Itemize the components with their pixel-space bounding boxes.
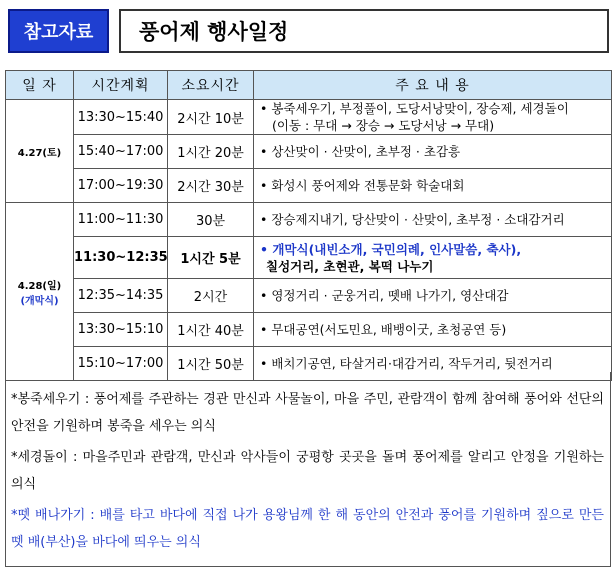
note-ttaebae: *뗏 배나가기 : 배를 타고 바다에 직접 나가 용왕님께 한 해 동안의 안전과 풍어를 기원하며 짚으로 만든 뗏 배(부산)을 바다에 띄우는 의식: [11, 508, 604, 550]
column-header-duration: 소요시간: [168, 71, 254, 100]
content-cell: [254, 237, 612, 279]
column-header-time: 시간계획: [74, 71, 168, 100]
date-cell-day1: [6, 100, 74, 203]
time-cell: 11:30~12:35: [74, 237, 168, 279]
duration-cell: 2시간 30분: [168, 169, 254, 203]
date-cell-day2: [6, 203, 74, 381]
date-sublabel: (개막식): [20, 295, 59, 307]
date-label: 4.27(토): [17, 147, 62, 159]
duration-cell: 1시간 5분: [168, 237, 254, 279]
content-cell: • 무대공연(서도민요, 배뱅이굿, 초청공연 등): [254, 313, 612, 347]
reference-badge: 참고자료: [8, 9, 109, 53]
time-cell: 13:30~15:10: [74, 313, 168, 347]
duration-cell: 2시간 10분: [168, 100, 254, 135]
duration-cell: 1시간 50분: [168, 347, 254, 381]
schedule-table: [5, 70, 612, 381]
table-row: [6, 237, 612, 279]
duration-cell: 1시간 20분: [168, 135, 254, 169]
content-cell: • 배치기공연, 타살거리·대감거리, 작두거리, 뒷전거리: [254, 347, 612, 381]
time-cell: 17:00~19:30: [74, 169, 168, 203]
note-segyeong: *세경돌이 : 마을주민과 관람객, 만신과 악사들이 궁평항 곳곳을 돌며 풍어제를 알리고 안정을 기원하는 의식: [11, 450, 604, 492]
table-row: [6, 279, 612, 313]
table-row: [6, 313, 612, 347]
content-cell: • 상산맞이 · 산맞이, 초부정 · 초감흥: [254, 135, 612, 169]
time-cell: 15:40~17:00: [74, 135, 168, 169]
notes-section: [5, 372, 611, 567]
content-line: 칠성거리, 초현관, 복떡 나누기: [266, 258, 434, 274]
content-cell: • 장승제지내기, 당산맞이 · 산맞이, 초부정 · 소대감거리: [254, 203, 612, 237]
time-cell: 13:30~15:40: [74, 100, 168, 135]
duration-cell: 30분: [168, 203, 254, 237]
content-cell: • 화성시 풍어제와 전통문화 학술대회: [254, 169, 612, 203]
date-label: 4.28(일): [17, 280, 62, 292]
content-cell: • 영정거리 · 군웅거리, 뗏배 나가기, 영산대감: [254, 279, 612, 313]
column-header-date: 일 자: [6, 71, 74, 100]
time-cell: 11:00~11:30: [74, 203, 168, 237]
duration-cell: 1시간 40분: [168, 313, 254, 347]
note-bongjuk: *봉죽세우기 : 풍어제를 주관하는 경관 만신과 사물놀이, 마을 주민, 관람객이 함께 참여해 풍어와 선단의 안전을 기원하며 봉죽을 세우는 의식: [11, 392, 604, 434]
table-row: [6, 135, 612, 169]
document-header: [5, 6, 609, 56]
duration-cell: 2시간: [168, 279, 254, 313]
page-title: 풍어제 행사일정: [119, 9, 609, 53]
table-row: [6, 169, 612, 203]
content-line: • 봉죽세우기, 부정풀이, 도당서낭맞이, 장승제, 세경돌이: [260, 101, 569, 116]
table-header-row: [6, 71, 612, 100]
column-header-content: 주 요 내 용: [254, 71, 612, 100]
content-cell: [254, 100, 612, 135]
content-line: (이동 : 무대 → 장승 → 도당서낭 → 무대): [272, 118, 495, 133]
table-row: [6, 100, 612, 135]
content-line: • 개막식(내빈소개, 국민의례, 인사말씀, 축사),: [260, 241, 522, 257]
time-cell: 15:10~17:00: [74, 347, 168, 381]
time-cell: 12:35~14:35: [74, 279, 168, 313]
table-row: [6, 203, 612, 237]
